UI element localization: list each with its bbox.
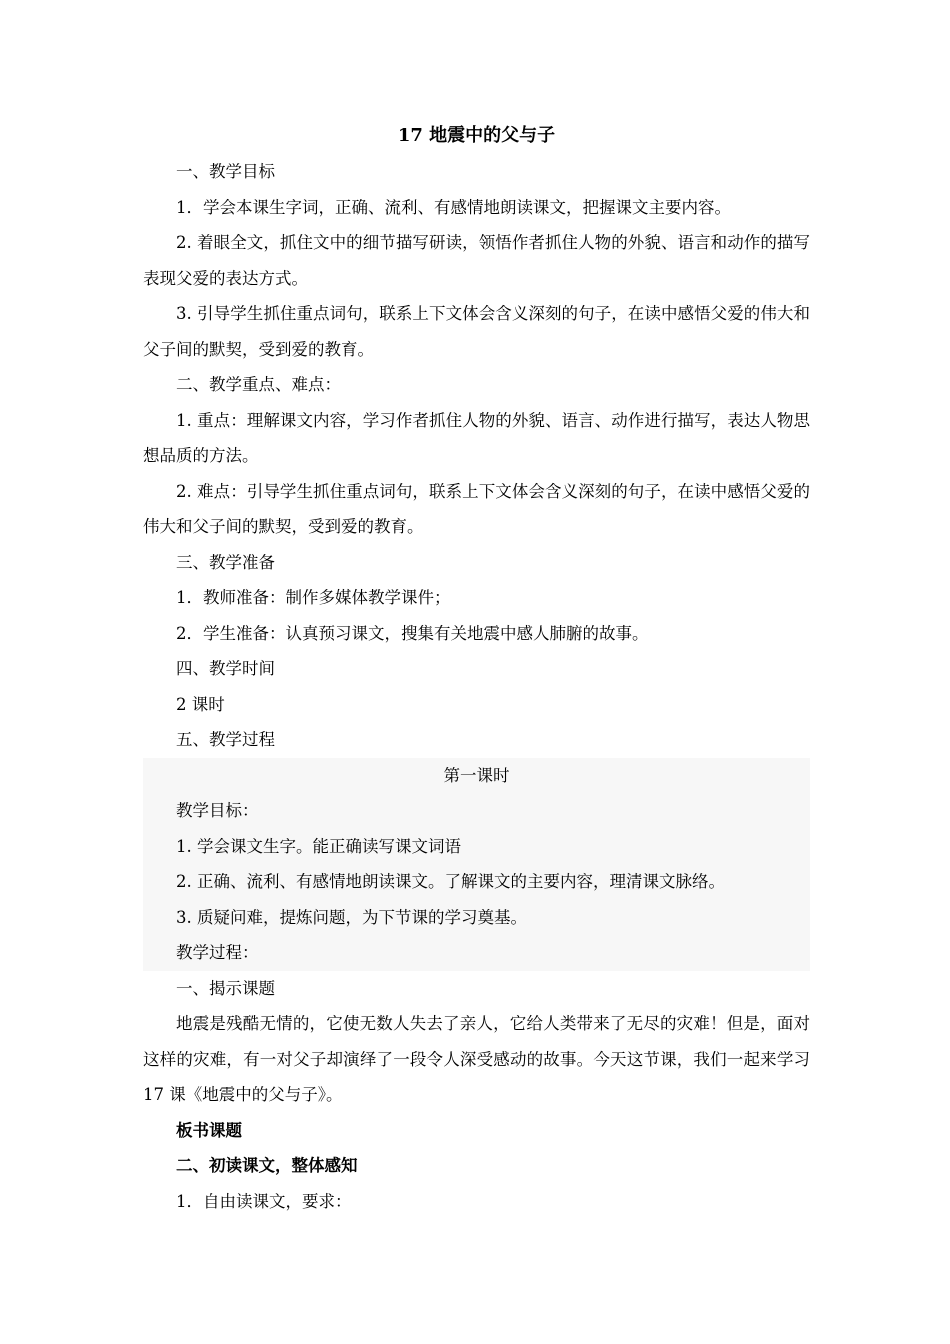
document-body: [143, 118, 810, 1219]
section-heading-preparation: 三、教学准备: [176, 552, 275, 572]
preparation-item-2: 2．学生准备：认真预习课文，搜集有关地震中感人肺腑的故事。: [176, 623, 649, 643]
section-heading-process: 五、教学过程: [176, 730, 275, 749]
board-title-line: 板书课题: [176, 1120, 242, 1140]
step-heading-first-read: 二、初读课文，整体感知: [176, 1156, 358, 1175]
goal-item-2: 2. 着眼全文，抓住文中的细节描写研读，领悟作者抓住人物的外貌、语言和动作的描写表现父爱的表达方式。: [143, 233, 810, 288]
time-value: 2 课时: [176, 694, 225, 714]
lesson1-block: [143, 758, 810, 971]
lesson1-goal-2: 2. 正确、流利、有感情地朗读课文。了解课文的主要内容，理清课文脉络。: [176, 872, 725, 891]
lesson1-goal-3: 3. 质疑问难，提炼问题，为下节课的学习奠基。: [176, 907, 527, 927]
first-read-item-1: 1．自由读课文，要求：: [176, 1191, 352, 1211]
lesson1-process-label: 教学过程：: [176, 943, 259, 962]
section-heading-goals: 一、教学目标: [176, 162, 275, 181]
lesson1-heading: 第一课时: [443, 765, 510, 785]
goal-item-3: 3. 引导学生抓住重点词句，联系上下文体会含义深刻的句子，在读中感悟父爱的伟大和父子间的默契，受到爱的教育。: [143, 304, 810, 359]
document-title: 17 地震中的父与子: [397, 125, 556, 146]
section-heading-time: 四、教学时间: [176, 659, 275, 678]
preparation-item-1: 1．教师准备：制作多媒体教学课件；: [176, 588, 451, 607]
step-heading-reveal-topic: 一、揭示课题: [176, 978, 275, 998]
goal-item-1: 1．学会本课生字词，正确、流利、有感情地朗读课文，把握课文主要内容。: [176, 197, 731, 217]
section-heading-key-points: 二、教学重点、难点：: [176, 375, 341, 394]
key-point-item-1: 1. 重点：理解课文内容，学习作者抓住人物的外貌、语言、动作进行描写，表达人物思想品质的方法。: [143, 410, 810, 465]
lesson1-goals-label: 教学目标：: [176, 801, 259, 820]
lesson1-goal-1: 1. 学会课文生字。能正确读写课文词语: [176, 836, 461, 856]
key-point-item-2: 2. 难点：引导学生抓住重点词句，联系上下文体会含义深刻的句子，在读中感悟父爱的伟大和父子间的默契，受到爱的教育。: [143, 481, 810, 536]
intro-paragraph: 地震是残酷无情的，它使无数人失去了亲人，它给人类带来了无尽的灾难！但是，面对这样的灾难，有一对父子却演绎了一段令人深受感动的故事。今天这节课，我们一起来学习 17 课《地震中的父与子》。: [143, 1014, 810, 1104]
